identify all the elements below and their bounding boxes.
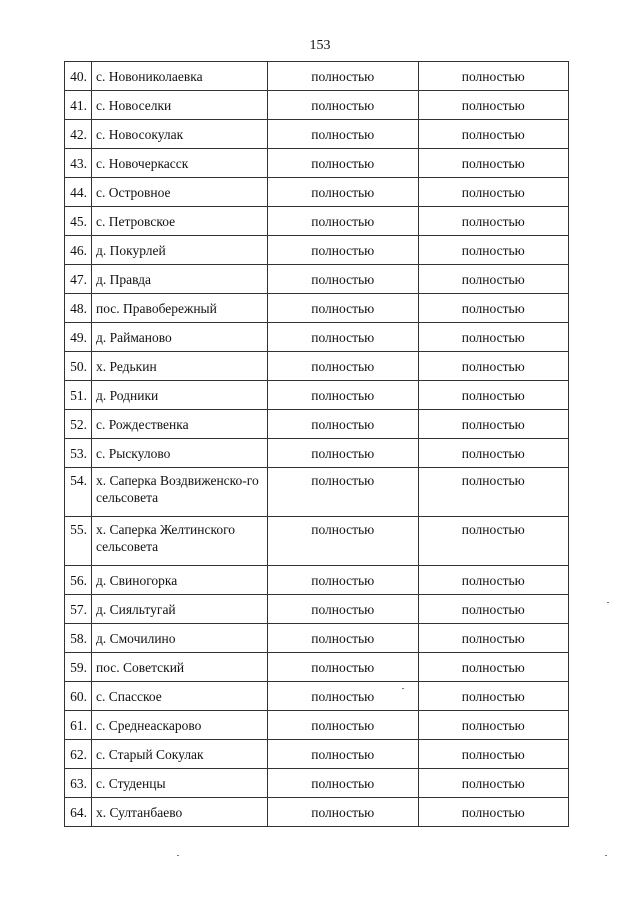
row-number: 40. bbox=[65, 62, 92, 91]
status-cell: полностью bbox=[418, 381, 569, 410]
table-row bbox=[65, 120, 569, 149]
status-cell: полностью bbox=[418, 439, 569, 468]
status-cell: полностью bbox=[418, 91, 569, 120]
status-cell: полностью bbox=[418, 236, 569, 265]
table-row bbox=[65, 236, 569, 265]
table-row bbox=[65, 624, 569, 653]
settlement-name: с. Новочеркасск bbox=[92, 149, 268, 178]
status-cell: полностью bbox=[418, 653, 569, 682]
row-number: 54. bbox=[65, 468, 92, 517]
row-number: 50. bbox=[65, 352, 92, 381]
settlement-name: с. Старый Сокулак bbox=[92, 740, 268, 769]
settlement-name: с. Рыскулово bbox=[92, 439, 268, 468]
status-cell: полностью bbox=[418, 352, 569, 381]
table-row bbox=[65, 740, 569, 769]
settlement-name: пос. Правобережный bbox=[92, 294, 268, 323]
table-row bbox=[65, 468, 569, 517]
status-cell: полностью bbox=[418, 410, 569, 439]
row-number: 55. bbox=[65, 517, 92, 566]
status-cell: полностью bbox=[418, 740, 569, 769]
settlement-name: д. Родники bbox=[92, 381, 268, 410]
row-number: 61. bbox=[65, 711, 92, 740]
settlement-name: д. Райманово bbox=[92, 323, 268, 352]
status-cell: полностью bbox=[418, 294, 569, 323]
row-number: 46. bbox=[65, 236, 92, 265]
status-cell: полностью bbox=[418, 517, 569, 566]
status-cell: полностью bbox=[418, 323, 569, 352]
table-row bbox=[65, 653, 569, 682]
scan-speck bbox=[605, 855, 607, 856]
status-cell: полностью bbox=[418, 595, 569, 624]
status-cell: полностью bbox=[268, 294, 419, 323]
row-number: 63. bbox=[65, 769, 92, 798]
settlement-name: с. Новоселки bbox=[92, 91, 268, 120]
table-row bbox=[65, 91, 569, 120]
table-row bbox=[65, 207, 569, 236]
row-number: 45. bbox=[65, 207, 92, 236]
settlement-name: д. Сияльтугай bbox=[92, 595, 268, 624]
table-row bbox=[65, 323, 569, 352]
row-number: 57. bbox=[65, 595, 92, 624]
status-cell: полностью bbox=[418, 149, 569, 178]
settlement-name: х. Саперка Воздвиженско-го сельсовета bbox=[92, 468, 268, 517]
status-cell: полностью bbox=[268, 352, 419, 381]
settlement-name: д. Покурлей bbox=[92, 236, 268, 265]
table-row bbox=[65, 595, 569, 624]
status-cell: полностью bbox=[418, 769, 569, 798]
status-cell: полностью bbox=[268, 468, 419, 517]
status-cell: полностью bbox=[268, 682, 419, 711]
status-cell: полностью bbox=[268, 265, 419, 294]
table-row bbox=[65, 410, 569, 439]
table-row bbox=[65, 294, 569, 323]
table-row bbox=[65, 62, 569, 91]
status-cell: полностью bbox=[418, 624, 569, 653]
table-body bbox=[65, 62, 569, 827]
status-cell: полностью bbox=[268, 566, 419, 595]
settlements-table bbox=[64, 61, 569, 827]
status-cell: полностью bbox=[268, 91, 419, 120]
status-cell: полностью bbox=[268, 207, 419, 236]
table-row bbox=[65, 265, 569, 294]
status-cell: полностью bbox=[268, 740, 419, 769]
settlement-name: с. Спасское bbox=[92, 682, 268, 711]
row-number: 56. bbox=[65, 566, 92, 595]
row-number: 60. bbox=[65, 682, 92, 711]
status-cell: полностью bbox=[268, 236, 419, 265]
status-cell: полностью bbox=[418, 207, 569, 236]
settlement-name: д. Смочилино bbox=[92, 624, 268, 653]
status-cell: полностью bbox=[268, 178, 419, 207]
settlement-name: х. Султанбаево bbox=[92, 798, 268, 827]
status-cell: полностью bbox=[268, 149, 419, 178]
scan-speck bbox=[607, 602, 609, 603]
table-row bbox=[65, 769, 569, 798]
settlement-name: с. Рождественка bbox=[92, 410, 268, 439]
status-cell: полностью bbox=[268, 62, 419, 91]
row-number: 64. bbox=[65, 798, 92, 827]
settlement-name: х. Саперка Желтинского сельсовета bbox=[92, 517, 268, 566]
status-cell: полностью bbox=[418, 682, 569, 711]
status-cell: полностью bbox=[418, 468, 569, 517]
status-cell: полностью bbox=[268, 653, 419, 682]
row-number: 44. bbox=[65, 178, 92, 207]
table-row bbox=[65, 517, 569, 566]
settlement-name: х. Редькин bbox=[92, 352, 268, 381]
status-cell: полностью bbox=[268, 711, 419, 740]
status-cell: полностью bbox=[268, 517, 419, 566]
table-row bbox=[65, 178, 569, 207]
settlement-name: с. Петровское bbox=[92, 207, 268, 236]
table-row bbox=[65, 711, 569, 740]
settlement-name: с. Студенцы bbox=[92, 769, 268, 798]
status-cell: полностью bbox=[268, 381, 419, 410]
row-number: 62. bbox=[65, 740, 92, 769]
table-row bbox=[65, 566, 569, 595]
row-number: 59. bbox=[65, 653, 92, 682]
row-number: 52. bbox=[65, 410, 92, 439]
table-row bbox=[65, 682, 569, 711]
status-cell: полностью bbox=[418, 265, 569, 294]
status-cell: полностью bbox=[418, 711, 569, 740]
status-cell: полностью bbox=[268, 624, 419, 653]
page-number: 153 bbox=[309, 38, 331, 53]
status-cell: полностью bbox=[268, 323, 419, 352]
row-number: 43. bbox=[65, 149, 92, 178]
status-cell: полностью bbox=[418, 566, 569, 595]
status-cell: полностью bbox=[268, 410, 419, 439]
row-number: 49. bbox=[65, 323, 92, 352]
status-cell: полностью bbox=[418, 62, 569, 91]
settlement-name: д. Правда bbox=[92, 265, 268, 294]
status-cell: полностью bbox=[418, 120, 569, 149]
row-number: 58. bbox=[65, 624, 92, 653]
settlement-name: с. Островное bbox=[92, 178, 268, 207]
table-row bbox=[65, 149, 569, 178]
status-cell: полностью bbox=[268, 769, 419, 798]
row-number: 48. bbox=[65, 294, 92, 323]
scan-speck bbox=[177, 855, 179, 856]
table-row bbox=[65, 352, 569, 381]
row-number: 47. bbox=[65, 265, 92, 294]
status-cell: полностью bbox=[268, 595, 419, 624]
status-cell: полностью bbox=[418, 178, 569, 207]
row-number: 42. bbox=[65, 120, 92, 149]
status-cell: полностью bbox=[268, 120, 419, 149]
table-row bbox=[65, 381, 569, 410]
settlement-name: пос. Советский bbox=[92, 653, 268, 682]
settlement-name: с. Среднеаскарово bbox=[92, 711, 268, 740]
status-cell: полностью bbox=[418, 798, 569, 827]
settlement-name: с. Новосокулак bbox=[92, 120, 268, 149]
table-row bbox=[65, 798, 569, 827]
status-cell: полностью bbox=[268, 798, 419, 827]
status-cell: полностью bbox=[268, 439, 419, 468]
row-number: 53. bbox=[65, 439, 92, 468]
scan-speck bbox=[402, 688, 404, 689]
row-number: 41. bbox=[65, 91, 92, 120]
row-number: 51. bbox=[65, 381, 92, 410]
settlement-name: с. Новониколаевка bbox=[92, 62, 268, 91]
settlement-name: д. Свиногорка bbox=[92, 566, 268, 595]
table-row bbox=[65, 439, 569, 468]
